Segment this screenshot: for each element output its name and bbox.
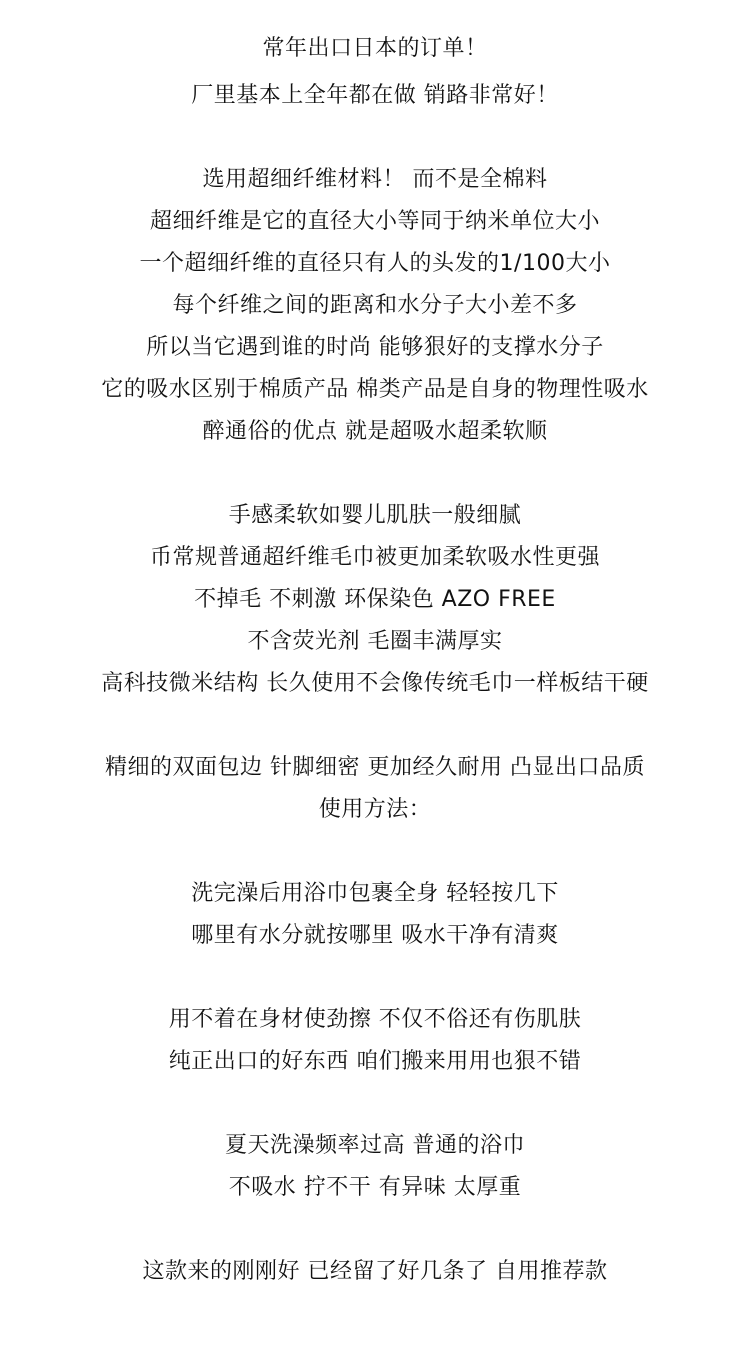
text-line: 厂里基本上全年都在做 销路非常好！ xyxy=(191,83,559,108)
text-line: 洗完澡后用浴巾包裹全身 轻轻按几下 xyxy=(191,881,559,906)
text-line: 每个纤维之间的距离和水分子大小差不多 xyxy=(172,293,578,318)
text-line: 币常规普通超纤维毛巾被更加柔软吸水性更强 xyxy=(149,545,600,570)
text-line: 超细纤维是它的直径大小等同于纳米单位大小 xyxy=(149,209,600,234)
text-line: 不掉毛 不刺激 环保染色 AZO FREE xyxy=(194,587,556,612)
text-line: 一个超细纤维的直径只有人的头发的1/100大小 xyxy=(139,251,611,276)
text-line: 精细的双面包边 针脚细密 更加经久耐用 凸显出口品质 xyxy=(105,755,645,780)
text-line: 高科技微米结构 长久使用不会像传统毛巾一样板结干硬 xyxy=(101,671,649,696)
text-line: 它的吸水区别于棉质产品 棉类产品是自身的物理性吸水 xyxy=(101,377,649,402)
text-line: 选用超细纤维材料！ 而不是全棉料 xyxy=(202,167,548,192)
text-line: 使用方法： xyxy=(318,797,432,822)
text-line: 常年出口日本的订单！ xyxy=(262,36,488,61)
text-line: 纯正出口的好东西 咱们搬来用用也狠不错 xyxy=(168,1049,582,1074)
text-line: 用不着在身材使劲擦 不仅不俗还有伤肌肤 xyxy=(168,1007,582,1032)
text-line: 手感柔软如婴儿肌肤一般细腻 xyxy=(228,503,522,528)
text-line: 所以当它遇到谁的时尚 能够狠好的支撑水分子 xyxy=(146,335,604,360)
text-line: 醉通俗的优点 就是超吸水超柔软顺 xyxy=(202,419,548,444)
text-line: 哪里有水分就按哪里 吸水干净有清爽 xyxy=(191,923,559,948)
text-line: 这款来的刚刚好 已经留了好几条了 自用推荐款 xyxy=(142,1259,608,1284)
text-line: 不吸水 拧不干 有异味 太厚重 xyxy=(228,1175,522,1200)
text-line: 夏天洗澡频率过高 普通的浴巾 xyxy=(225,1133,525,1158)
text-line: 不含荧光剂 毛圈丰满厚实 xyxy=(247,629,503,654)
